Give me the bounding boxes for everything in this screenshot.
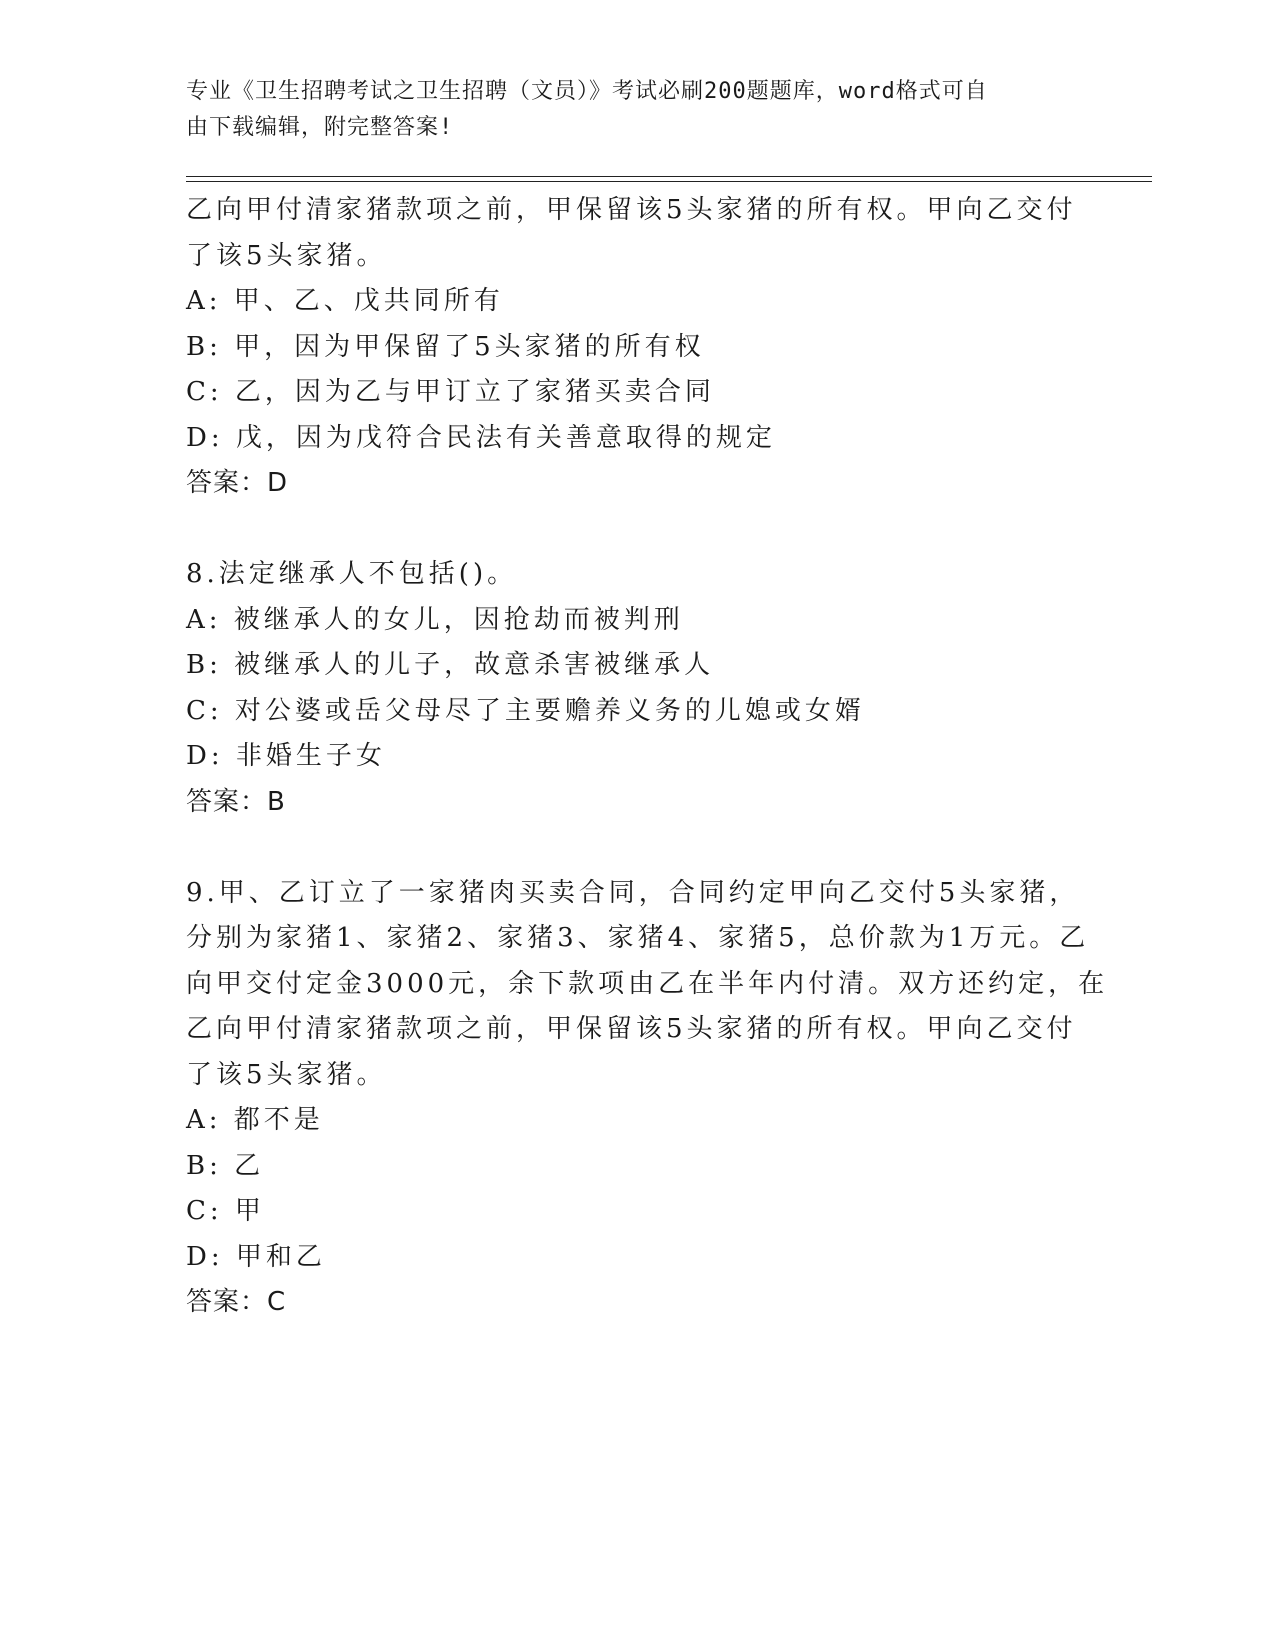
option-d: D: 戊，因为戊符合民法有关善意取得的规定 (186, 422, 776, 453)
option-a: A: 甲、乙、戊共同所有 (186, 286, 504, 316)
question-7-continued (186, 188, 1086, 507)
header-divider-top (186, 176, 1152, 177)
option-b: B: 甲，因为甲保留了5头家猪的所有权 (186, 331, 705, 362)
question-stem-line: 分别为家猪1、家猪2、家猪3、家猪4、家猪5，总价款为1万元。乙 (186, 923, 1090, 953)
answer-label: 答案：B (186, 786, 286, 817)
question-content (186, 188, 1109, 1326)
question-stem-line: 9.甲、乙订立了一家猪肉买卖合同，合同约定甲向乙交付5头家猪， (186, 877, 1080, 908)
option-b: B: 乙 (186, 1150, 265, 1181)
question-stem-line: 向甲交付定金3000元，余下款项由乙在半年内付清。双方还约定，在 (186, 968, 1109, 999)
option-a: A: 都不是 (186, 1105, 324, 1135)
question-stem-line: 乙向甲付清家猪款项之前，甲保留该5头家猪的所有权。甲向乙交付 (186, 195, 1077, 225)
header-line-2: 由下载编辑，附完整答案! (186, 115, 454, 140)
document-header (186, 74, 1066, 146)
option-a: A: 被继承人的女儿，因抢劫而被判刑 (186, 604, 684, 635)
header-line-1: 专业《卫生招聘考试之卫生招聘（文员）》考试必刷200题题库，word格式可自 (186, 79, 988, 104)
option-c: C: 甲 (186, 1196, 265, 1226)
question-stem-line: 乙向甲付清家猪款项之前，甲保留该5头家猪的所有权。甲向乙交付 (186, 1014, 1077, 1044)
option-b: B: 被继承人的儿子，故意杀害被继承人 (186, 650, 715, 680)
option-d: D: 甲和乙 (186, 1241, 326, 1272)
option-d: D: 非婚生子女 (186, 741, 386, 771)
spacer (186, 825, 1086, 871)
answer-label: 答案：D (186, 468, 289, 498)
question-stem-line: 8.法定继承人不包括()。 (186, 559, 518, 589)
answer-label: 答案：C (186, 1287, 287, 1317)
question-8 (186, 552, 1086, 825)
question-stem-line: 了该5头家猪。 (186, 240, 387, 271)
header-divider-bottom (186, 181, 1152, 182)
question-9 (186, 871, 1109, 1326)
option-c: C: 乙，因为乙与甲订立了家猪买卖合同 (186, 377, 715, 407)
spacer (186, 507, 1086, 553)
option-c: C: 对公婆或岳父母尽了主要赡养义务的儿媳或女婿 (186, 695, 865, 726)
question-stem-line: 了该5头家猪。 (186, 1059, 387, 1090)
